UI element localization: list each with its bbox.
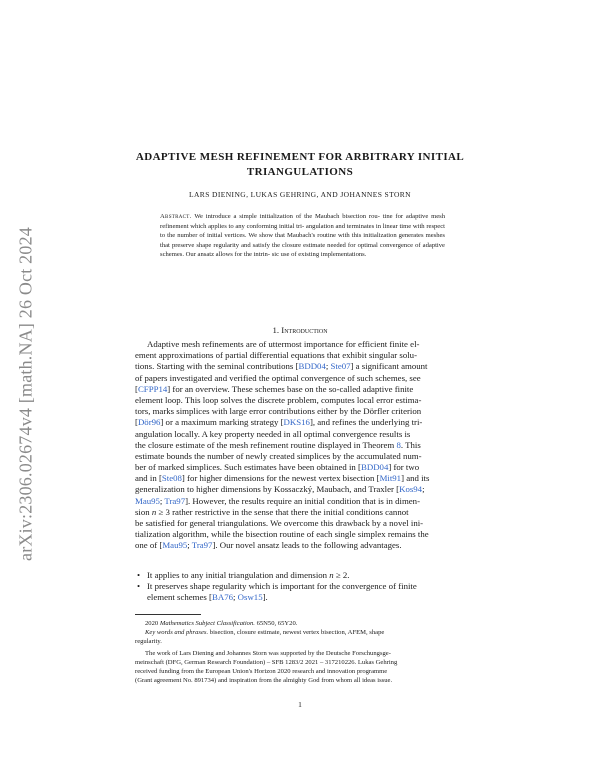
intro-line: Mau95; Tra97]. However, the results require an initial condition that is in dimen- xyxy=(135,495,421,506)
intro-line: angulation locally. A key property needed in all optimal convergence results is xyxy=(135,428,411,439)
funding-line: received funding from the European Union's Horizon 2020 research and innovation programme xyxy=(135,668,388,676)
footnote-divider xyxy=(135,614,201,615)
arxiv-identifier: arXiv:2306.02674v4 [math.NA] 26 Oct 2024 xyxy=(15,227,36,561)
msc-footnote xyxy=(135,619,465,628)
section-title: Introduction xyxy=(281,325,328,335)
intro-line: tions. Starting with the seminal contributions [BDD04; Ste07] a significant amount xyxy=(135,361,428,372)
citation-link[interactable]: DKS16 xyxy=(283,417,310,428)
list-item xyxy=(135,570,465,581)
footnotes xyxy=(135,619,465,685)
keywords-label: Key words and phrases. xyxy=(145,629,209,637)
abstract-body: We introduce a simple initialization of the Maubach bisection rou- tine for adaptive mesh refinement which applies to any conforming initial tri- angulation and terminates in linear time with respect to the number of initial vertices. We show that Maubach's routine with this initialization generates meshes that preserve shape regularity and satisfy the closure estimate needed for optimal convergence of adaptive schemes. Our ansatz allows for the intrin- sic use of existing implementations. xyxy=(160,213,445,258)
intro-line: ement approximations of partial differential equations that exhibit singular solu- xyxy=(135,350,417,361)
citation-link[interactable]: Ste07 xyxy=(330,361,351,372)
intro-line: [Dör96] or a maximum marking strategy [DKS16], and refines the underlying tri- xyxy=(135,417,423,428)
citation-link[interactable]: Mit91 xyxy=(379,473,402,484)
intro-line: the closure estimate of the mesh refinement routine displayed in Theorem 8. This xyxy=(135,439,421,450)
intro-line: of papers investigated and verified the optimal convergence of such schemes, see xyxy=(135,372,421,383)
intro-line: ber of marked simplices. Such estimates have been obtained in [BDD04] for two xyxy=(135,462,420,473)
citation-link[interactable]: Mau95 xyxy=(135,495,160,506)
citation-link[interactable]: Tra97 xyxy=(164,495,186,506)
section-heading xyxy=(110,325,490,335)
paper-title: ADAPTIVE MESH REFINEMENT FOR ARBITRARY INITIAL TRIANGULATIONS xyxy=(135,151,465,178)
citation-link[interactable]: CFPP14 xyxy=(137,383,168,394)
msc-codes: 65N50, 65Y20. xyxy=(256,620,298,627)
intro-line: tialization algorithm, while the bisection routine of each single simplex remains the xyxy=(135,529,429,540)
intro-line: generalization to higher dimensions by Kossaczký, Maubach, and Traxler [Kos94; xyxy=(135,484,425,495)
intro-line: one of [Mau95; Tra97]. Our novel ansatz leads to the following advantages. xyxy=(135,540,402,551)
msc-year: 2020 xyxy=(145,620,159,627)
intro-line: sion n ≥ 3 rather restrictive in the sense that there the initial conditions cannot xyxy=(135,506,409,517)
msc-label: Mathematics Subject Classification. xyxy=(159,620,255,627)
citation-link[interactable]: Ste08 xyxy=(161,473,182,484)
intro-line: tors, marks simplices with large error contributions either by the Dörfler criterion xyxy=(135,406,422,417)
theorem-reference-link[interactable]: 8 xyxy=(396,439,401,450)
funding-line: meinschaft (DFG, German Research Foundation) – SFB 1283/2 2021 – 317210226. Lukas Gehring xyxy=(135,658,398,666)
list-item-text: It preserves shape regularity which is important for the convergence of finite xyxy=(147,581,417,592)
funding-line: (Grant agreement No. 891734) and inspiration from the almighty God from whom all ideas issue. xyxy=(135,677,393,685)
citation-link[interactable]: BA76 xyxy=(211,592,234,603)
citation-link[interactable]: Mau95 xyxy=(162,540,188,551)
page-number: 1 xyxy=(298,700,302,709)
intro-line: estimate bounds the number of newly created simplices by the accumulated num- xyxy=(135,450,422,461)
funding-footnote xyxy=(135,649,465,686)
advantages-list xyxy=(135,570,465,604)
citation-link[interactable]: Kos94 xyxy=(399,484,423,495)
section-number: 1. xyxy=(272,325,280,335)
introduction-body xyxy=(135,339,465,552)
abstract xyxy=(160,212,445,260)
list-item-text: element schemes [BA76; Osw15]. xyxy=(147,592,268,603)
keywords-text: bisection, closure estimate, newest vertex bisection, AFEM, shape xyxy=(209,629,385,637)
keywords-continuation: regularity. xyxy=(135,638,162,646)
keywords-footnote xyxy=(135,628,465,637)
bullet-icon: • xyxy=(137,570,141,580)
intro-line: element loop. This loop solves the discrete problem, computes local error estima- xyxy=(135,394,422,405)
citation-link[interactable]: Osw15 xyxy=(237,592,263,603)
bullet-icon: • xyxy=(137,581,141,592)
citation-link[interactable]: Tra97 xyxy=(191,540,213,551)
intro-line: and in [Ste08] for higher dimensions for the newest vertex bisection [Mit91] and its xyxy=(135,473,430,484)
list-item xyxy=(135,581,465,603)
intro-line: Adaptive mesh refinements are of uttermost importance for efficient finite el- xyxy=(147,339,420,349)
funding-line: The work of Lars Diening and Johannes Storn was supported by the Deutsche Forschungsge- xyxy=(145,649,391,657)
list-item-text: It applies to any initial triangulation and dimension n ≥ 2. xyxy=(147,570,350,580)
paper-authors: LARS DIENING, LUKAS GEHRING, AND JOHANNES STORN xyxy=(189,190,411,199)
citation-link[interactable]: Dör96 xyxy=(137,417,161,428)
abstract-heading: Abstract. xyxy=(160,213,192,220)
arxiv-identifier-sidebar xyxy=(8,194,44,594)
citation-link[interactable]: BDD04 xyxy=(298,361,326,372)
citation-link[interactable]: BDD04 xyxy=(360,462,389,473)
intro-line: be satisfied for general triangulations. We overcome this drawback by a novel ini- xyxy=(135,518,424,528)
intro-line: [CFPP14] for an overview. These schemes base on the so-called adaptive finite xyxy=(135,383,414,394)
